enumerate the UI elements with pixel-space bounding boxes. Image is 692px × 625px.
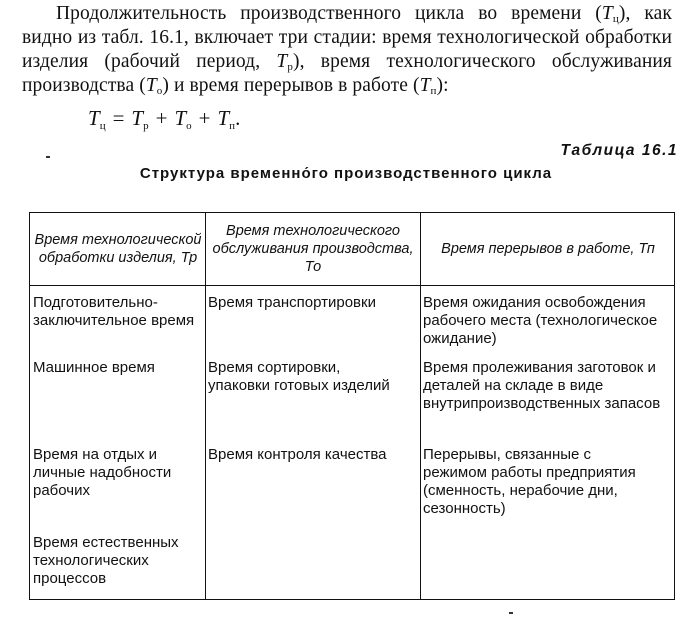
paragraph-text-3: ), время технологического обслуживания производства ( [22, 51, 672, 96]
formula-term-c: $T_п$ [217, 106, 236, 132]
var-tr: $T_р$ [276, 51, 293, 73]
structure-table [29, 212, 675, 600]
table-cell: Время пролеживания заготовок и деталей на складе в виде внутрипроизводственных запасов [423, 359, 661, 412]
table-cell: Время сортировки, упаковки готовых изделий [208, 359, 390, 394]
paragraph-text-4: ) и время перерывов в работе ( [162, 75, 420, 96]
header-cell-breaks: Время перерывов в работе, Тп [441, 241, 655, 257]
table-cell: Время на отдых и личные надобности рабочих [33, 446, 172, 499]
formula-lhs: $T_ц$ [88, 106, 106, 132]
column-divider [205, 213, 206, 599]
formula-equals: = [112, 106, 125, 130]
table-cell: Перерывы, связанные с режимом работы предприятия (сменность, нерабочие дни, сезонность) [423, 446, 636, 517]
table-title: Структура временно́го производственного цикла [139, 165, 553, 182]
formula-term-b: $T_о$ [174, 106, 192, 132]
scan-mark [46, 156, 50, 158]
formula-term-a: $T_р$ [131, 106, 149, 132]
formula [88, 106, 240, 130]
table-cell: Машинное время [33, 359, 155, 376]
header-divider [30, 285, 674, 286]
formula-end: . [235, 106, 241, 130]
paragraph-text-5: ): [436, 75, 449, 96]
table-cell: Время ожидания освобождения рабочего места (технологическое ожидание) [423, 294, 658, 347]
paragraph-text-2: ), как видно из табл. 16.1, включает три стадии: время технологической обработки изделия (рабочий период, [22, 3, 672, 72]
paragraph-text-1: Продолжительность производственного цикла во времени ( [56, 3, 602, 24]
scan-mark [509, 612, 513, 614]
var-tp: $T_п$ [419, 75, 437, 97]
formula-plus-2: + [198, 106, 211, 130]
column-divider [420, 213, 421, 599]
table-cell: Время транспортировки [208, 294, 376, 311]
intro-paragraph [22, 2, 672, 98]
table-number-label: Таблица 16.1 [560, 142, 678, 159]
table-cell: Подготовительно-заключительное время [33, 294, 195, 329]
var-to: $T_о$ [145, 75, 163, 97]
header-cell-service: Время технологического обслуживания производства, То [212, 223, 414, 275]
formula-plus-1: + [155, 106, 168, 130]
table-cell: Время контроля качества [208, 446, 387, 463]
var-tc: $T_ц$ [601, 3, 619, 25]
header-cell-processing: Время технологической обработки изделия, Тр [34, 232, 202, 266]
table-cell: Время естественных технологических процессов [33, 534, 179, 587]
